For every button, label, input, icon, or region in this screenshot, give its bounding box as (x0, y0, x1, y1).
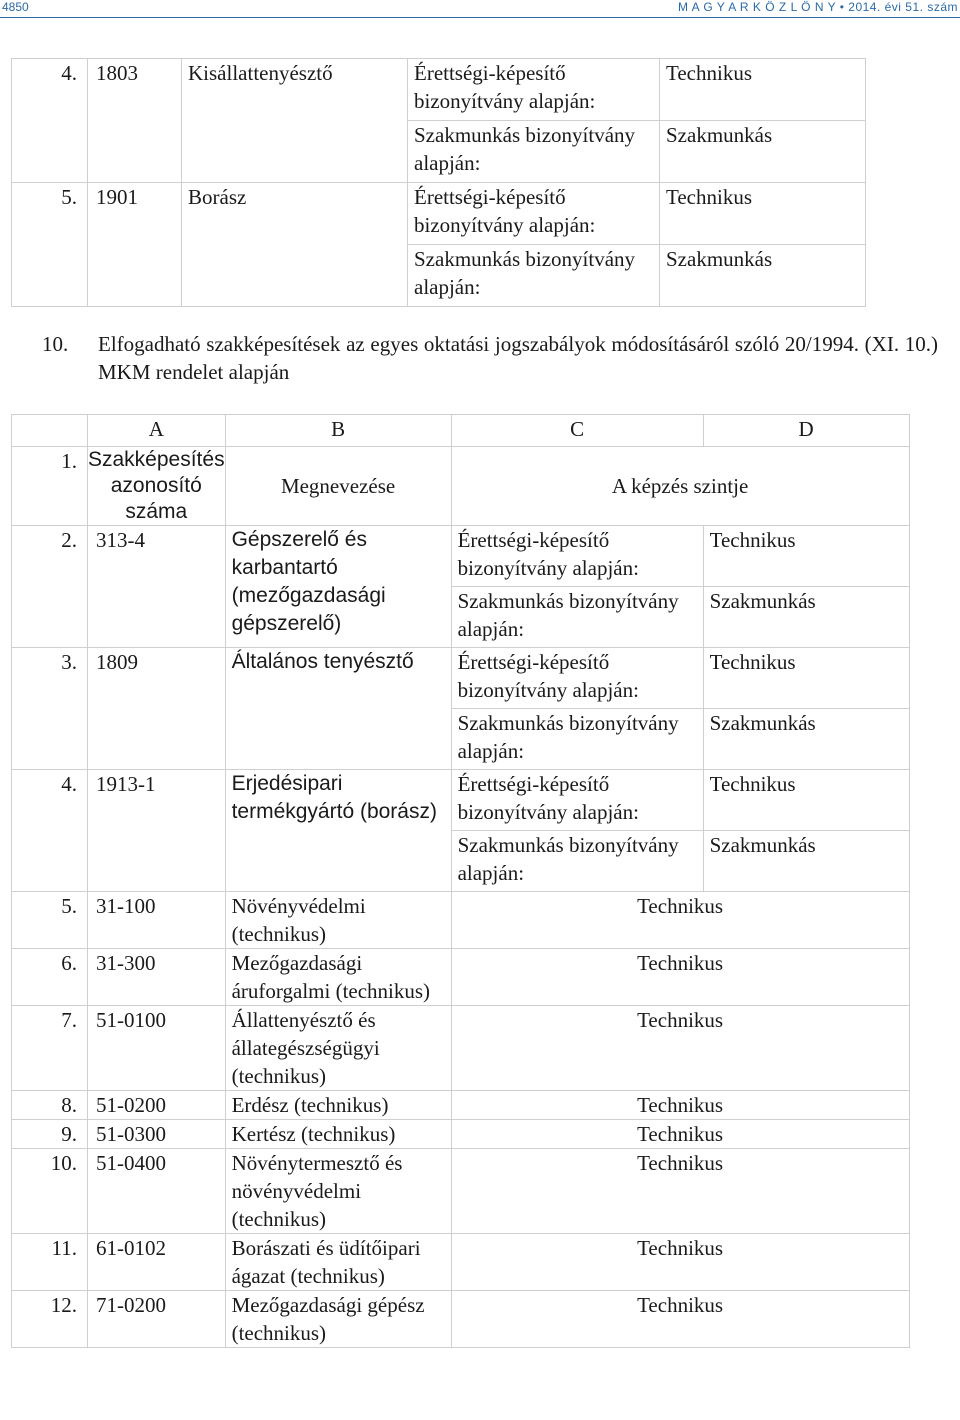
section-title: Elfogadható szakképesítések az egyes oktatási jogszabályok módosításáról szóló 20/1994. (XI. 10.) MKM rendelet alapján (98, 332, 938, 384)
row-number: 9. (12, 1120, 88, 1149)
training-level: Technikus (451, 1120, 909, 1149)
corner-cell (12, 415, 88, 447)
training-level: Technikus (451, 892, 909, 949)
table-row (12, 1234, 910, 1291)
row-number: 1. (12, 447, 88, 526)
qualification-name: Kertész (technikus) (225, 1120, 451, 1149)
qualification-table (11, 414, 910, 1348)
table-row (12, 1120, 910, 1149)
training-level: Technikus (451, 1291, 909, 1348)
training-level: Szakmunkás (703, 587, 909, 648)
qualification-basis: Érettségi-képesítő bizonyítvány alapján: (451, 770, 703, 831)
table-row (12, 949, 910, 1006)
header-row (12, 447, 910, 526)
training-level: Szakmunkás (703, 709, 909, 770)
column-letter-row (12, 415, 910, 447)
qualification-code: 1913-1 (88, 770, 226, 892)
qualification-basis: Szakmunkás bizonyítvány alapján: (451, 709, 703, 770)
publication-title: M A G Y A R K Ö Z L Ö N Y • 2014. évi 51. szám (678, 0, 958, 14)
qualification-code: 1803 (88, 59, 182, 183)
row-number: 5. (12, 183, 88, 307)
qualification-name: Borászati és üdítőipari ágazat (technikus) (225, 1234, 451, 1291)
training-level: Technikus (451, 1091, 909, 1120)
qualification-name: Erdész (technikus) (225, 1091, 451, 1120)
training-level: Szakmunkás (660, 245, 866, 307)
table-row (12, 770, 910, 831)
qualification-name: Gépszerelő és karbantartó (mezőgazdasági gépszerelő) (225, 526, 451, 648)
section-heading (42, 330, 938, 386)
qualification-basis: Szakmunkás bizonyítvány alapján: (451, 587, 703, 648)
row-number: 2. (12, 526, 88, 648)
training-level: Technikus (451, 1234, 909, 1291)
qualification-code: 1809 (88, 648, 226, 770)
table-row (12, 1006, 910, 1091)
training-level: Technikus (451, 1149, 909, 1234)
qualification-name: Állattenyésztő és állategészségügyi (technikus) (225, 1006, 451, 1091)
qualification-basis: Érettségi-képesítő bizonyítvány alapján: (408, 183, 660, 245)
qualification-name: Növénytermesztő és növényvédelmi (technikus) (225, 1149, 451, 1234)
table-row (12, 648, 910, 709)
row-number: 8. (12, 1091, 88, 1120)
qualification-code: 31-100 (88, 892, 226, 949)
table-row (12, 526, 910, 587)
row-number: 4. (12, 770, 88, 892)
qualification-name: Általános tenyésztő (225, 648, 451, 770)
training-level: Technikus (703, 648, 909, 709)
qualification-code: 61-0102 (88, 1234, 226, 1291)
training-level: Technikus (660, 59, 866, 121)
training-level: Technikus (660, 183, 866, 245)
training-level: Technikus (451, 949, 909, 1006)
training-level: Technikus (703, 770, 909, 831)
level-column-header: A képzés szintje (451, 447, 909, 526)
qualification-code: 51-0100 (88, 1006, 226, 1091)
qualification-code: 71-0200 (88, 1291, 226, 1348)
column-letter-b: B (225, 415, 451, 447)
qualification-code: 1901 (88, 183, 182, 307)
row-number: 4. (12, 59, 88, 183)
qualification-basis: Érettségi-képesítő bizonyítvány alapján: (451, 648, 703, 709)
row-number: 10. (12, 1149, 88, 1234)
row-number: 11. (12, 1234, 88, 1291)
name-column-header: Megnevezése (225, 447, 451, 526)
row-number: 5. (12, 892, 88, 949)
page-number: 4850 (2, 0, 29, 14)
qualification-name: Mezőgazdasági áruforgalmi (technikus) (225, 949, 451, 1006)
qualification-name: Növényvédelmi (technikus) (225, 892, 451, 949)
training-level: Technikus (703, 526, 909, 587)
qualification-code: 51-0300 (88, 1120, 226, 1149)
training-level: Szakmunkás (703, 831, 909, 892)
row-number: 7. (12, 1006, 88, 1091)
table-row (12, 59, 866, 121)
qualification-code: 313-4 (88, 526, 226, 648)
header-divider (0, 17, 960, 18)
row-number: 3. (12, 648, 88, 770)
qualification-name: Mezőgazdasági gépész (technikus) (225, 1291, 451, 1348)
table-row (12, 1091, 910, 1120)
column-letter-a: A (88, 415, 226, 447)
qualification-basis: Szakmunkás bizonyítvány alapján: (451, 831, 703, 892)
qualification-code: 51-0200 (88, 1091, 226, 1120)
qualification-basis: Szakmunkás bizonyítvány alapján: (408, 121, 660, 183)
column-letter-d: D (703, 415, 909, 447)
row-number: 6. (12, 949, 88, 1006)
training-level: Technikus (451, 1006, 909, 1091)
table-row (12, 1149, 910, 1234)
table-row (12, 183, 866, 245)
qualification-name: Borász (182, 183, 408, 307)
table-row (12, 1291, 910, 1348)
qualification-code: 51-0400 (88, 1149, 226, 1234)
page-header (0, 0, 960, 16)
code-column-header: Szakképesítés azonosító száma (88, 447, 226, 526)
qualification-basis: Szakmunkás bizonyítvány alapján: (408, 245, 660, 307)
qualification-table-continued (11, 58, 866, 307)
section-number: 10. (42, 332, 69, 356)
training-level: Szakmunkás (660, 121, 866, 183)
qualification-name: Kisállattenyésztő (182, 59, 408, 183)
qualification-name: Erjedésipari termékgyártó (borász) (225, 770, 451, 892)
qualification-code: 31-300 (88, 949, 226, 1006)
row-number: 12. (12, 1291, 88, 1348)
column-letter-c: C (451, 415, 703, 447)
table-row (12, 892, 910, 949)
qualification-basis: Érettségi-képesítő bizonyítvány alapján: (451, 526, 703, 587)
qualification-basis: Érettségi-képesítő bizonyítvány alapján: (408, 59, 660, 121)
